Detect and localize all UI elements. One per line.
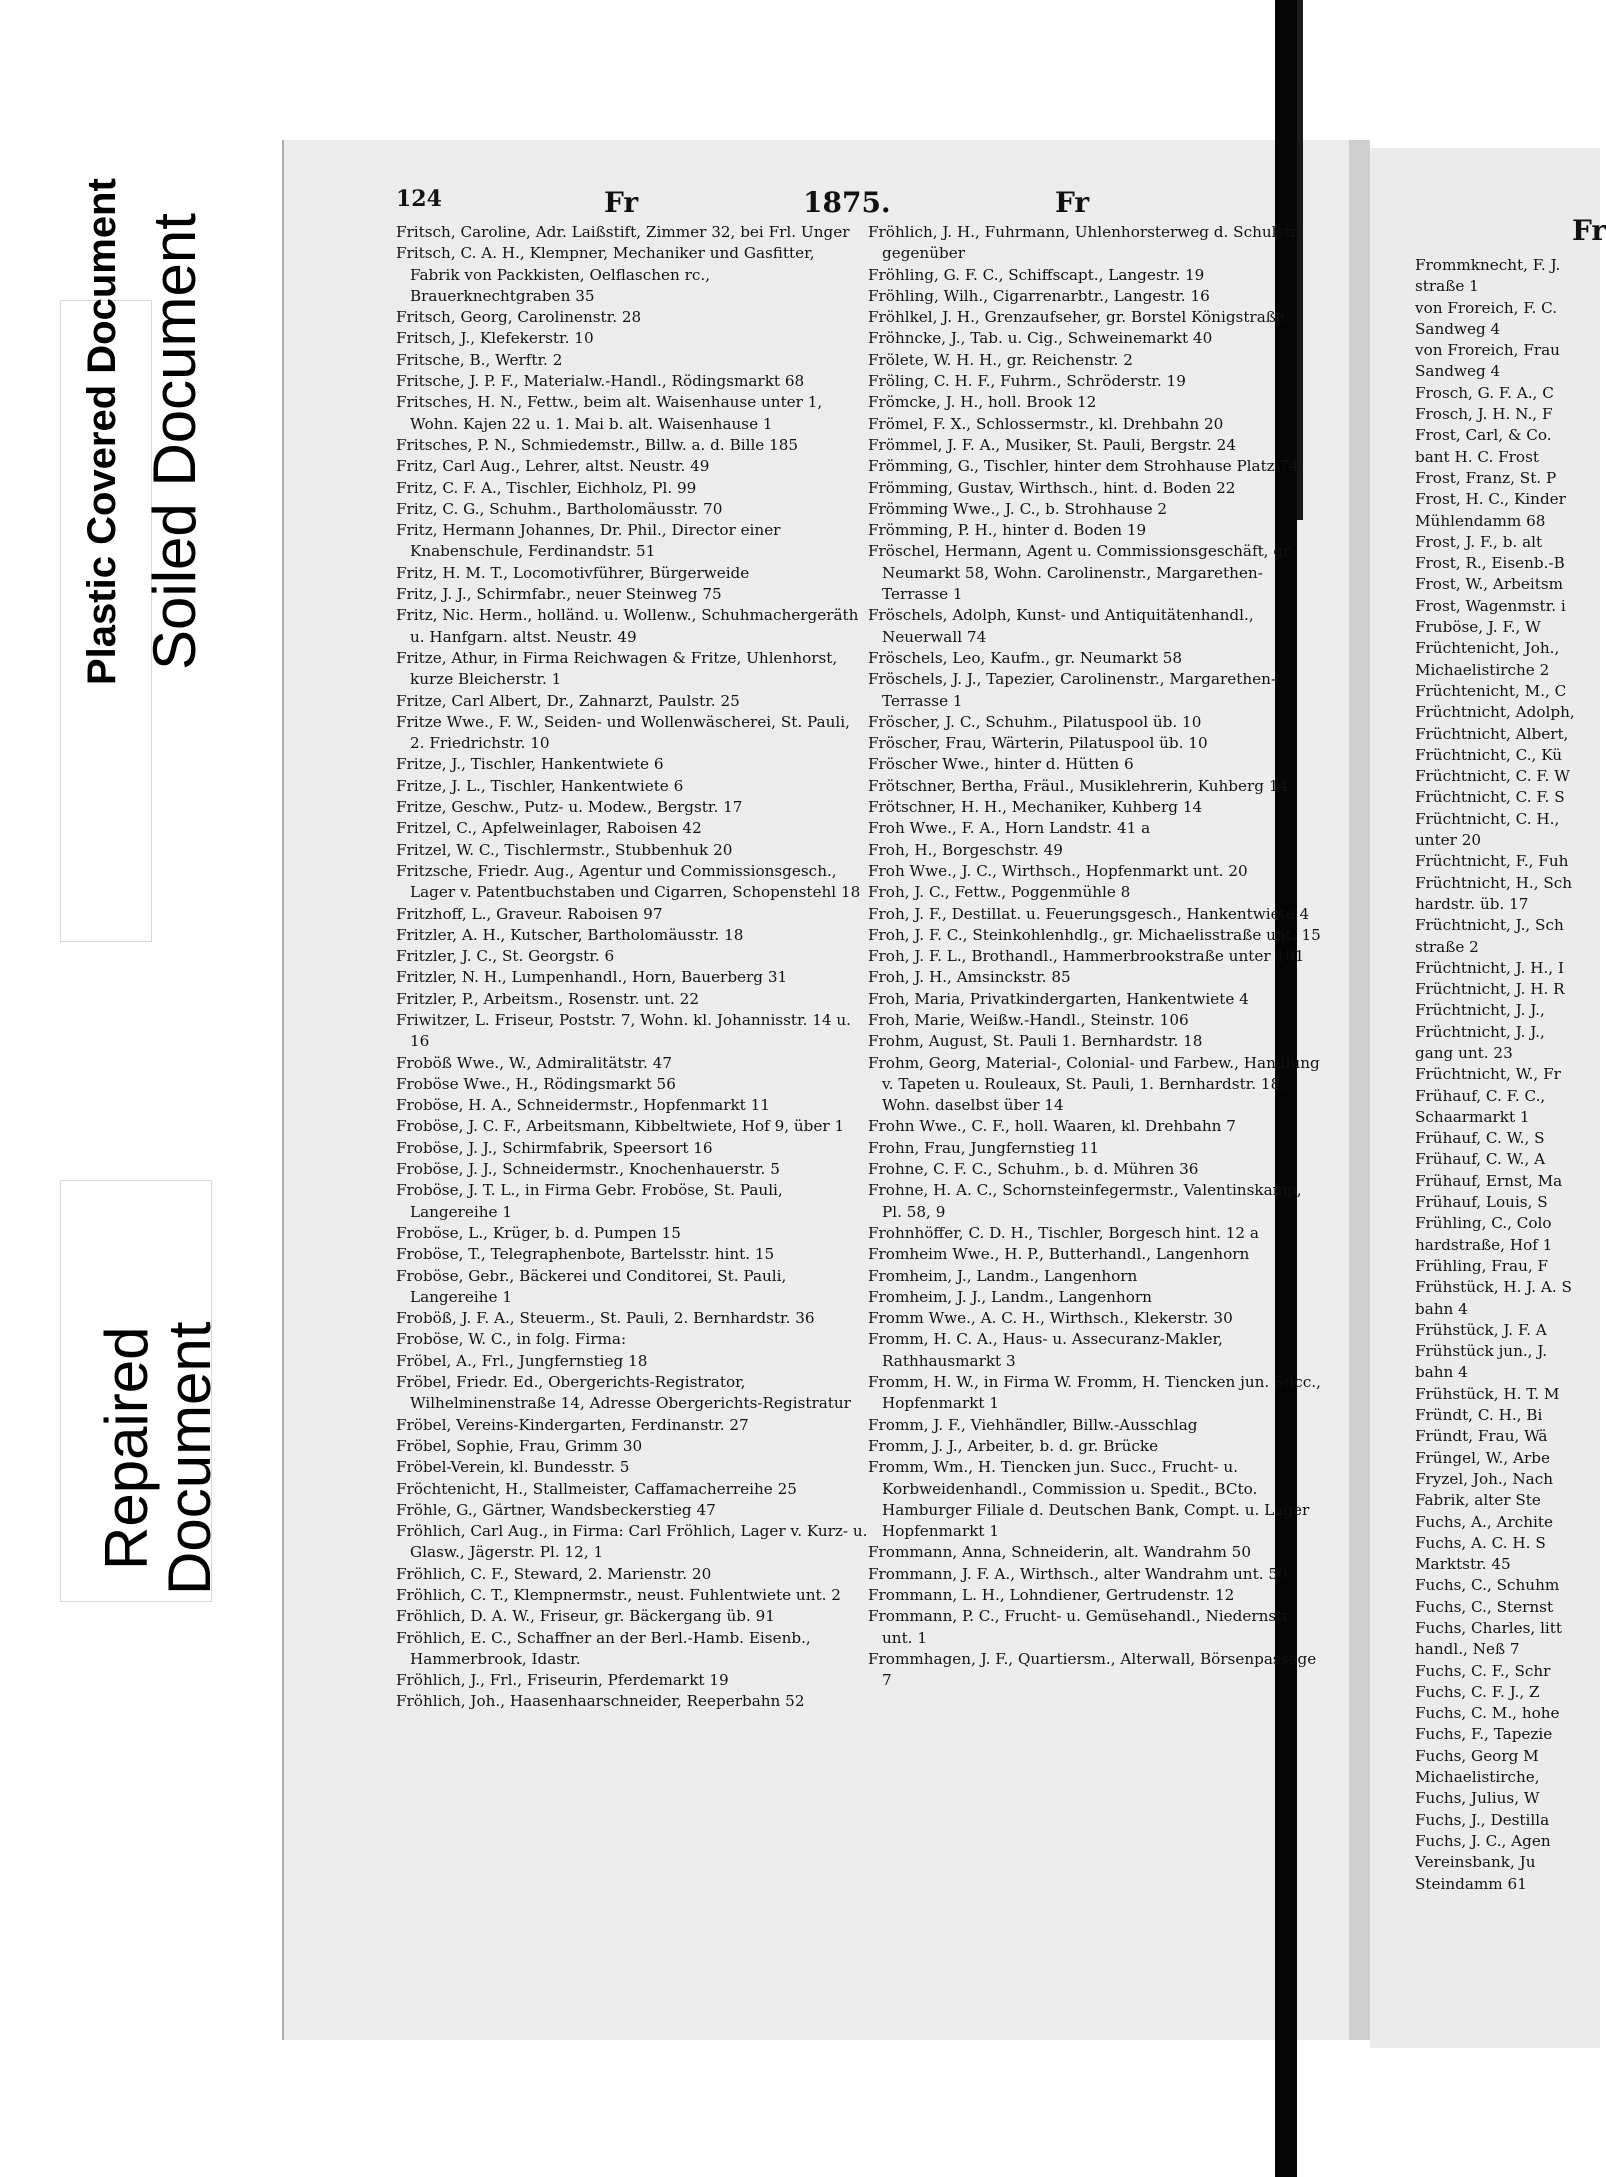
soiled-document-label: Soiled Document [141,213,208,670]
directory-entry: Froh, J. C., Fettw., Poggenmühle 8 [868,883,1131,902]
directory-entry: Frohne, C. F. C., Schuhm., b. d. Mühren 36 [868,1160,1199,1179]
directory-entry: Fromm, H. W., in Firma W. Fromm, H. Tiencken jun. Succ., Hopfenmarkt 1 [868,1373,1321,1413]
directory-entry: Michaelistirche, [1415,1768,1540,1787]
directory-entry: Frommann, P. C., Frucht- u. Gemüsehandl., Niedernstr. unt. 1 [868,1607,1293,1647]
directory-entry: hardstr. üb. 17 [1415,894,1529,913]
directory-entry: Fritzler, P., Arbeitsm., Rosenstr. unt. 22 [396,989,699,1008]
directory-entry: Fröchtenicht, H., Stallmeister, Caffamacherreihe 25 [396,1479,797,1498]
directory-entry: Fritze, J., Tischler, Hankentwiete 6 [396,755,664,774]
directory-entry: Fritsches, H. N., Fettw., beim alt. Waisenhause unter 1, Wohn. Kajen 22 u. 1. Mai b. alt. Waisenhause 1 [396,393,823,433]
directory-entry: Fröhlich, Joh., Haasenhaarschneider, Reeperbahn 52 [396,1692,805,1711]
directory-entry: Fritze, Athur, in Firma Reichwagen & Fritze, Uhlenhorst, kurze Bleicherstr. 1 [396,648,838,689]
directory-entry: Froböse, J. C. F., Arbeitsmann, Kibbeltwiete, Hof 9, über 1 [396,1117,845,1136]
directory-entry: Frost, Carl, & Co. [1415,426,1552,445]
running-head-year: 1875. [803,186,891,219]
directory-entry: Früchtenicht, M., C [1415,681,1567,700]
directory-entry: Fröhlich, D. A. W., Friseur, gr. Bäckergang üb. 91 [396,1607,775,1626]
directory-entry: handl., Neß 7 [1415,1640,1520,1659]
directory-entry: Frühauf, C. F. C., [1415,1086,1546,1105]
directory-entry: Fritze, J. L., Tischler, Hankentwiete 6 [396,776,684,795]
directory-entry: Fröbel-Verein, kl. Bundesstr. 5 [396,1458,630,1477]
directory-entry: Frommann, Anna, Schneiderin, alt. Wandrahm 50 [868,1543,1252,1562]
directory-entry: Frosch, G. F. A., C [1415,383,1554,402]
directory-entry: Fuchs, C. M., hohe [1415,1704,1560,1723]
directory-entry: Sandweg 4 [1415,362,1501,381]
directory-entry: Frömming, G., Tischler, hinter dem Strohhause Platz 74 [868,457,1299,476]
directory-entry: Fröbel, Vereins-Kindergarten, Ferdinanstr. 27 [396,1415,749,1434]
directory-entry: Frühstück, H. J. A. S [1415,1278,1572,1297]
directory-entry: Marktstr. 45 [1415,1555,1511,1574]
directory-entry: Frühling, Frau, F [1415,1256,1549,1275]
directory-entry: Früchtnicht, J., Sch [1415,916,1564,935]
directory-entry: bahn 4 [1415,1363,1468,1382]
running-head-left: Fr [604,186,639,219]
directory-entry: Friwitzer, L. Friseur, Poststr. 7, Wohn. kl. Johannisstr. 14 u. 16 [396,1010,852,1051]
repaired-label-line2: Document [156,1321,223,1595]
directory-entry: Früchtenicht, Joh., [1415,639,1560,658]
directory-entry: Früchtnicht, Adolph, [1415,703,1575,722]
directory-entry: straße 1 [1415,277,1479,296]
directory-entry: Früchtnicht, C. F. S [1415,788,1565,807]
directory-entry: Frühling, C., Colo [1415,1214,1552,1233]
directory-entry: Fritsche, J. P. F., Materialw.-Handl., Rödingsmarkt 68 [396,372,805,391]
directory-entry: Frosch, J. H. N., F [1415,405,1553,424]
directory-entry: Frötschner, H. H., Mechaniker, Kuhberg 14 [868,798,1203,817]
directory-entry: Frohne, H. A. C., Schornsteinfegermstr., Valentinskamp, Pl. 58, 9 [868,1181,1302,1221]
directory-entry: Fuchs, C., Sternst [1415,1597,1554,1616]
directory-entry: Fuchs, C. F. J., Z [1415,1682,1540,1701]
directory-entry: Steindamm 61 [1415,1874,1527,1893]
directory-entry: Fromheim, J. J., Landm., Langenhorn [868,1287,1152,1306]
directory-entry: Frohnhöffer, C. D. H., Tischler, Borgesch hint. 12 a [868,1223,1259,1242]
directory-entry: Fröhlich, Carl Aug., in Firma: Carl Fröhlich, Lager v. Kurz- u. Glasw., Jägerstr. Pl. 12, 1 [396,1522,868,1562]
directory-entry: Fröhlich, C. F., Steward, 2. Marienstr. 20 [396,1564,712,1583]
directory-entry: Schaarmarkt 1 [1415,1107,1530,1126]
directory-entry: Früchtnicht, J. J., [1415,1001,1545,1020]
directory-entry: Frost, R., Eisenb.-B [1415,554,1565,573]
directory-entry: Fryzel, Joh., Nach [1415,1469,1554,1488]
directory-entry: Fritzhoff, L., Graveur. Raboisen 97 [396,904,663,923]
directory-entry: Froh, J. F. C., Steinkohlenhdlg., gr. Michaelisstraße unt. 15 [868,925,1321,944]
directory-entry: Fröbel, Friedr. Ed., Obergerichts-Registrator, Wilhelminenstraße 14, Adresse Obergerichts-Registratur [396,1373,851,1413]
directory-entry: Froböse, T., Telegraphenbote, Bartelsstr. hint. 15 [396,1245,775,1264]
directory-entry: Frohn, Frau, Jungfernstieg 11 [868,1138,1100,1157]
directory-entry: Froh, Marie, Weißw.-Handl., Steinstr. 106 [868,1010,1189,1029]
directory-entry: Früchtnicht, Albert, [1415,724,1569,743]
directory-entry: Fröhling, G. F. C., Schiffscapt., Langestr. 19 [868,265,1205,284]
directory-entry: Froböse, L., Krüger, b. d. Pumpen 15 [396,1223,681,1242]
directory-entry: Früngel, W., Arbe [1415,1448,1550,1467]
directory-entry: Fritz, C. G., Schuhm., Bartholomäusstr. 70 [396,499,723,518]
directory-entry: Fröhling, Wilh., Cigarrenarbtr., Langestr. 16 [868,286,1210,305]
directory-entry: Frühauf, Louis, S [1415,1193,1548,1212]
directory-entry: Fritzler, A. H., Kutscher, Bartholomäusstr. 18 [396,925,744,944]
directory-entry: Frost, J. F., b. alt [1415,532,1543,551]
directory-entry: Fuchs, J., Destilla [1415,1810,1550,1829]
directory-entry: Fröhle, G., Gärtner, Wandsbeckerstieg 47 [396,1500,716,1519]
directory-entry: Früchtnicht, C., Kü [1415,745,1563,764]
directory-entry: Froböse, J. J., Schirmfabrik, Speersort 16 [396,1138,713,1157]
directory-entry: Fritsch, C. A. H., Klempner, Mechaniker und Gasfitter, Fabrik von Packkisten, Oelflaschen rc., Brauerknechtgraben 35 [396,244,815,305]
directory-entry: Fröhlich, J. H., Fuhrmann, Uhlenhorsterweg d. Schulstr. gegenüber [868,223,1301,263]
directory-entry: Fröschel, Hermann, Agent u. Commissionsgeschäft, gr. Neumarkt 58, Wohn. Carolinenstr., Margarethen-Terrasse 1 [868,542,1294,604]
directory-entry: Früchtnicht, C. F. W [1415,767,1570,786]
directory-entry: Früchtnicht, F., Fuh [1415,852,1569,871]
directory-column-middle [868,222,1324,1691]
directory-entry: von Froreich, Frau [1415,341,1560,360]
directory-entry: Früchtnicht, C. H., [1415,809,1560,828]
directory-entry: Fuchs, C. F., Schr [1415,1661,1551,1680]
directory-entry: Früchtnicht, J. H., I [1415,958,1564,977]
directory-entry: Fröschels, Leo, Kaufm., gr. Neumarkt 58 [868,648,1183,667]
directory-entry: Fuchs, Georg M [1415,1746,1539,1765]
directory-entry: Fuchs, J. C., Agen [1415,1831,1551,1850]
directory-entry: Fritzler, J. C., St. Georgstr. 6 [396,947,615,966]
directory-entry: Fröscher, J. C., Schuhm., Pilatuspool üb. 10 [868,712,1202,731]
directory-entry: Fritzler, N. H., Lumpenhandl., Horn, Bauerberg 31 [396,968,788,987]
repaired-label-line1: Repaired [93,1326,160,1570]
directory-entry: Fritze, Geschw., Putz- u. Modew., Bergstr. 17 [396,798,743,817]
directory-entry: Fröling, C. H. F., Fuhrm., Schröderstr. 19 [868,372,1186,391]
directory-entry: Fritsch, Georg, Carolinenstr. 28 [396,308,642,327]
directory-entry: Fromm, H. C. A., Haus- u. Assecuranz-Makler, Rathhausmarkt 3 [868,1330,1223,1370]
directory-entry: Fröscher Wwe., hinter d. Hütten 6 [868,755,1134,774]
directory-entry: Fuchs, F., Tapezie [1415,1725,1553,1744]
directory-entry: Früchtnicht, H., Sch [1415,873,1573,892]
directory-entry: Fritz, J. J., Schirmfabr., neuer Steinweg 75 [396,585,722,604]
directory-entry: Frost, H. C., Kinder [1415,490,1566,509]
directory-entry: Fritzel, C., Apfelweinlager, Raboisen 42 [396,819,702,838]
directory-entry: Fröschels, J. J., Tapezier, Carolinenstr., Margarethen-Terrasse 1 [868,670,1277,710]
directory-entry: Frohm, Georg, Material-, Colonial- und Farbew., Handlung v. Tapeten u. Rouleaux, St. Pauli, 1. Bernhardstr. 18, Wohn. daselbst über 14 [868,1053,1320,1115]
directory-entry: Fritzsche, Friedr. Aug., Agentur und Commissionsgesch., Lager v. Patentbuchstaben und Cigarren, Schopenstehl 18 [396,861,861,902]
directory-entry: Fuchs, Julius, W [1415,1789,1540,1808]
directory-entry: Froböß Wwe., W., Admiralitätstr. 47 [396,1053,673,1072]
directory-entry: Fritz, H. M. T., Locomotivführer, Bürgerweide [396,563,750,582]
directory-entry: Fuchs, A., Archite [1415,1512,1553,1531]
directory-entry: Frommknecht, F. J. [1415,256,1561,274]
directory-entry: Fröhlich, C. T., Klempnermstr., neust. Fuhlentwiete unt. 2 [396,1586,841,1604]
directory-entry: Frost, Franz, St. P [1415,468,1557,487]
directory-entry: Fritz, Nic. Herm., holländ. u. Wollenw., Schuhmachergeräth u. Hanfgarn. altst. Neustr. 49 [396,606,859,646]
directory-entry: Froh, J. H., Amsinckstr. 85 [868,968,1071,987]
directory-entry: Froböß, J. F. A., Steuerm., St. Pauli, 2. Bernhardstr. 36 [396,1309,815,1328]
directory-entry: Fritsches, P. N., Schmiedemstr., Billw. a. d. Bille 185 [396,435,799,454]
directory-entry: von Froreich, F. C. [1415,298,1558,317]
directory-entry: Fründt, C. H., Bi [1415,1406,1543,1425]
directory-entry: Frömel, F. X., Schlossermstr., kl. Drehbahn 20 [868,414,1224,433]
directory-entry: Fritze, Carl Albert, Dr., Zahnarzt, Paulstr. 25 [396,691,740,710]
directory-entry: Frost, W., Arbeitsm [1415,575,1564,594]
directory-entry: Früchtnicht, J. H. R [1415,980,1565,999]
directory-entry: Fröbel, A., Frl., Jungfernstieg 18 [396,1351,648,1370]
directory-entry: Fritsch, J., Klefekerstr. 10 [396,329,594,348]
directory-entry: Frommann, L. H., Lohndiener, Gertrudenstr. 12 [868,1586,1235,1604]
directory-entry: Fröscher, Frau, Wärterin, Pilatuspool üb. 10 [868,734,1208,753]
directory-entry: unter 20 [1415,831,1482,850]
directory-entry: Sandweg 4 [1415,319,1501,338]
directory-entry: Fromm Wwe., A. C. H., Wirthsch., Klekerstr. 30 [868,1309,1233,1328]
directory-entry: Frölete, W. H. H., gr. Reichenstr. 2 [868,350,1133,369]
directory-entry: Frötschner, Bertha, Fräul., Musiklehrerin, Kuhberg 14 [868,776,1289,795]
directory-entry: Fröschels, Adolph, Kunst- und Antiquitätenhandl., Neuerwall 74 [868,606,1254,646]
directory-entry: Frühstück, J. F. A [1415,1320,1547,1339]
page-number: 124 [396,186,442,212]
directory-entry: Frost, Wagenmstr. i [1415,596,1566,615]
next-page-running-head: Fr [1572,214,1606,247]
directory-entry: Fritze Wwe., F. W., Seiden- und Wollenwäscherei, St. Pauli, 2. Friedrichstr. 10 [396,712,850,753]
directory-entry: Fromm, J. F., Viehhändler, Billw.-Ausschlag [868,1415,1198,1434]
directory-entry: Fritsche, B., Werftr. 2 [396,350,563,369]
directory-entry: Frühauf, C. W., S [1415,1129,1545,1148]
directory-entry: Frommann, J. F. A., Wirthsch., alter Wandrahm unt. 50 [868,1564,1288,1583]
directory-entry: Früchtnicht, W., Fr [1415,1065,1561,1084]
directory-entry: Frühauf, Ernst, Ma [1415,1171,1563,1190]
directory-entry: Fritz, C. F. A., Tischler, Eichholz, Pl. 99 [396,478,697,497]
directory-entry: Fuchs, A. C. H. S [1415,1533,1546,1552]
directory-entry: Frühstück, H. T. M [1415,1384,1560,1403]
directory-entry: Fuchs, C., Schuhm [1415,1576,1560,1595]
directory-entry: Fröhlich, E. C., Schaffner an der Berl.-Hamb. Eisenb., Hammerbrook, Idastr. [396,1628,811,1668]
directory-entry: Fuchs, Charles, litt [1415,1619,1562,1637]
directory-entry: Fritz, Hermann Johannes, Dr. Phil., Director einer Knabenschule, Ferdinandstr. 51 [396,521,781,561]
directory-entry: Fröbel, Sophie, Frau, Grimm 30 [396,1436,643,1455]
directory-entry: Frühstück jun., J. [1415,1342,1548,1361]
directory-entry: Michaelistirche 2 [1415,660,1550,679]
directory-entry: Mühlendamm 68 [1415,511,1546,530]
directory-entry: Frömming, P. H., hinter d. Boden 19 [868,521,1147,540]
directory-column-next-page [1415,255,1605,1895]
directory-entry: Froh, H., Borgeschstr. 49 [868,840,1063,859]
directory-entry: straße 2 [1415,937,1479,956]
directory-entry: Froböse, H. A., Schneidermstr., Hopfenmarkt 11 [396,1096,770,1115]
plastic-covered-label: Plastic Covered Document [80,178,124,685]
directory-entry: Fründt, Frau, Wä [1415,1427,1548,1446]
directory-column-left [396,222,868,1713]
directory-entry: bahn 4 [1415,1299,1468,1318]
directory-entry: gang unt. 23 [1415,1043,1513,1062]
directory-entry: Vereinsbank, Ju [1415,1853,1536,1872]
directory-entry: Froh Wwe., J. C., Wirthsch., Hopfenmarkt unt. 20 [868,861,1248,880]
directory-entry: Froh, J. F., Destillat. u. Feuerungsgesch., Hankentwiete 4 [868,904,1310,923]
directory-entry: Froböse, J. T. L., in Firma Gebr. Froböse, St. Pauli, Langereihe 1 [396,1181,783,1221]
directory-entry: Frommhagen, J. F., Quartiersm., Alterwall, Börsenpassage 7 [868,1649,1317,1690]
directory-entry: Fröhlkel, J. H., Grenzaufseher, gr. Borstel Königstraße [868,308,1285,327]
directory-entry: Froböse, Gebr., Bäckerei und Conditorei, St. Pauli, Langereihe 1 [396,1266,787,1306]
directory-entry: Fromheim Wwe., H. P., Butterhandl., Langenhorn [868,1245,1250,1264]
directory-entry: Froböse Wwe., H., Rödingsmarkt 56 [396,1074,676,1093]
directory-entry: bant H. C. Frost [1415,447,1539,466]
directory-entry: Früchtnicht, J. J., [1415,1022,1545,1041]
directory-entry: Fromheim, J., Landm., Langenhorn [868,1266,1138,1285]
directory-entry: Froh Wwe., F. A., Horn Landstr. 41 a [868,819,1151,838]
directory-entry: Froh, J. F. L., Brothandl., Hammerbrookstraße unter 101 [868,947,1305,966]
directory-entry: Fabrik, alter Ste [1415,1491,1541,1510]
directory-entry: Fruböse, J. F., W [1415,618,1541,637]
directory-entry: Froböse, W. C., in folg. Firma: [396,1330,627,1349]
directory-entry: Frohn Wwe., C. F., holl. Waaren, kl. Drehbahn 7 [868,1117,1236,1136]
directory-entry: Frömcke, J. H., holl. Brook 12 [868,393,1097,412]
directory-entry: Frömming, Gustav, Wirthsch., hint. d. Boden 22 [868,478,1236,497]
page-gutter [1349,140,1370,2040]
directory-entry: Fromm, J. J., Arbeiter, b. d. gr. Brücke [868,1436,1159,1455]
directory-entry: Frömming Wwe., J. C., b. Strohhause 2 [868,499,1168,518]
directory-entry: hardstraße, Hof 1 [1415,1235,1553,1254]
directory-entry: Frühauf, C. W., A [1415,1150,1546,1169]
directory-entry: Froh, Maria, Privatkindergarten, Hankentwiete 4 [868,989,1249,1008]
directory-entry: Froböse, J. J., Schneidermstr., Knochenhauerstr. 5 [396,1160,780,1179]
directory-entry: Fromm, Wm., H. Tiencken jun. Succ., Frucht- u. Korbweidenhandl., Commission u. Spedit., BCto. Hamburger Filiale d. Deutschen Bank, Compt. u. Lager Hopfenmarkt 1 [868,1458,1310,1541]
directory-entry: Fritsch, Caroline, Adr. Laißstift, Zimmer 32, bei Frl. Unger [396,223,850,241]
running-head-right: Fr [1055,186,1090,219]
directory-entry: Fritz, Carl Aug., Lehrer, altst. Neustr. 49 [396,457,710,476]
directory-entry: Fröhncke, J., Tab. u. Cig., Schweinemarkt 40 [868,329,1213,348]
directory-entry: Frömmel, J. F. A., Musiker, St. Pauli, Bergstr. 24 [868,435,1237,454]
directory-entry: Fritzel, W. C., Tischlermstr., Stubbenhuk 20 [396,840,733,859]
directory-entry: Fröhlich, J., Frl., Friseurin, Pferdemarkt 19 [396,1671,729,1690]
directory-entry: Frohm, August, St. Pauli 1. Bernhardstr. 18 [868,1032,1203,1051]
